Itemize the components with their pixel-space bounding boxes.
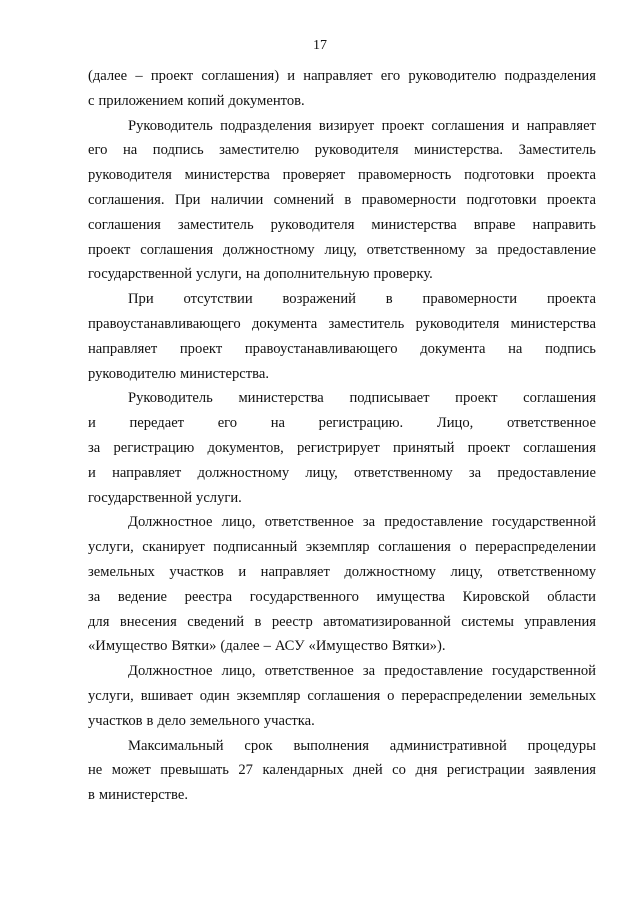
text-line: руководителю министерства. <box>88 365 269 382</box>
paragraph <box>88 734 596 808</box>
text-line: земельных участков и направляет должностному лицу, ответственному <box>88 563 596 580</box>
text-line: для внесения сведений в реестр автоматизированной системы управления <box>88 613 596 630</box>
text-line: государственной услуги. <box>88 489 242 506</box>
text-line: и направляет должностному лицу, ответственному за предоставление <box>88 464 596 481</box>
text-line: Руководитель министерства подписывает проект соглашения <box>128 390 596 407</box>
text-line: соглашения. При наличии сомнений в правомерности подготовки проекта <box>88 191 596 208</box>
page-number: 17 <box>313 38 327 53</box>
text-line: правоустанавливающего документа заместитель руководителя министерства <box>88 315 596 332</box>
paragraph <box>88 114 596 288</box>
text-line: услуги, сканирует подписанный экземпляр соглашения о перераспределении <box>88 539 596 556</box>
text-line: государственной услуги, на дополнительную проверку. <box>88 266 433 283</box>
paragraph <box>88 386 596 510</box>
text-line: направляет проект правоустанавливающего документа на подпись <box>88 340 596 357</box>
document-body <box>88 64 596 808</box>
text-line: за регистрацию документов, регистрирует принятый проект соглашения <box>88 439 596 456</box>
text-line: не может превышать 27 календарных дней со дня регистрации заявления <box>88 762 596 779</box>
paragraph <box>88 510 596 659</box>
text-line: и передает его на регистрацию. Лицо, ответственное <box>88 415 596 432</box>
text-line: соглашения заместитель руководителя министерства вправе направить <box>88 216 596 233</box>
text-line: в министерстве. <box>88 787 188 804</box>
text-line: Должностное лицо, ответственное за предоставление государственной <box>128 514 596 531</box>
text-line: «Имущество Вятки» (далее – АСУ «Имущество Вятки»). <box>88 638 446 655</box>
text-line: руководителя министерства проверяет правомерность подготовки проекта <box>88 167 596 184</box>
text-line: При отсутствии возражений в правомерности проекта <box>128 291 596 308</box>
text-line: (далее – проект соглашения) и направляет его руководителю подразделения <box>88 68 596 84</box>
text-line: Руководитель подразделения визирует проект соглашения и направляет <box>128 117 596 134</box>
paragraph <box>88 659 596 733</box>
paragraph <box>88 64 596 114</box>
text-line: его на подпись заместителю руководителя министерства. Заместитель <box>88 142 596 159</box>
text-line: участков в дело земельного участка. <box>88 712 315 729</box>
text-line: с приложением копий документов. <box>88 92 305 109</box>
text-line: проект соглашения должностному лицу, ответственному за предоставление <box>88 241 596 258</box>
text-line: Должностное лицо, ответственное за предоставление государственной <box>128 663 596 680</box>
text-line: Максимальный срок выполнения административной процедуры <box>128 737 596 754</box>
text-line: услуги, вшивает один экземпляр соглашения о перераспределении земельных <box>88 687 596 704</box>
text-line: за ведение реестра государственного имущества Кировской области <box>88 588 596 605</box>
paragraph <box>88 287 596 386</box>
